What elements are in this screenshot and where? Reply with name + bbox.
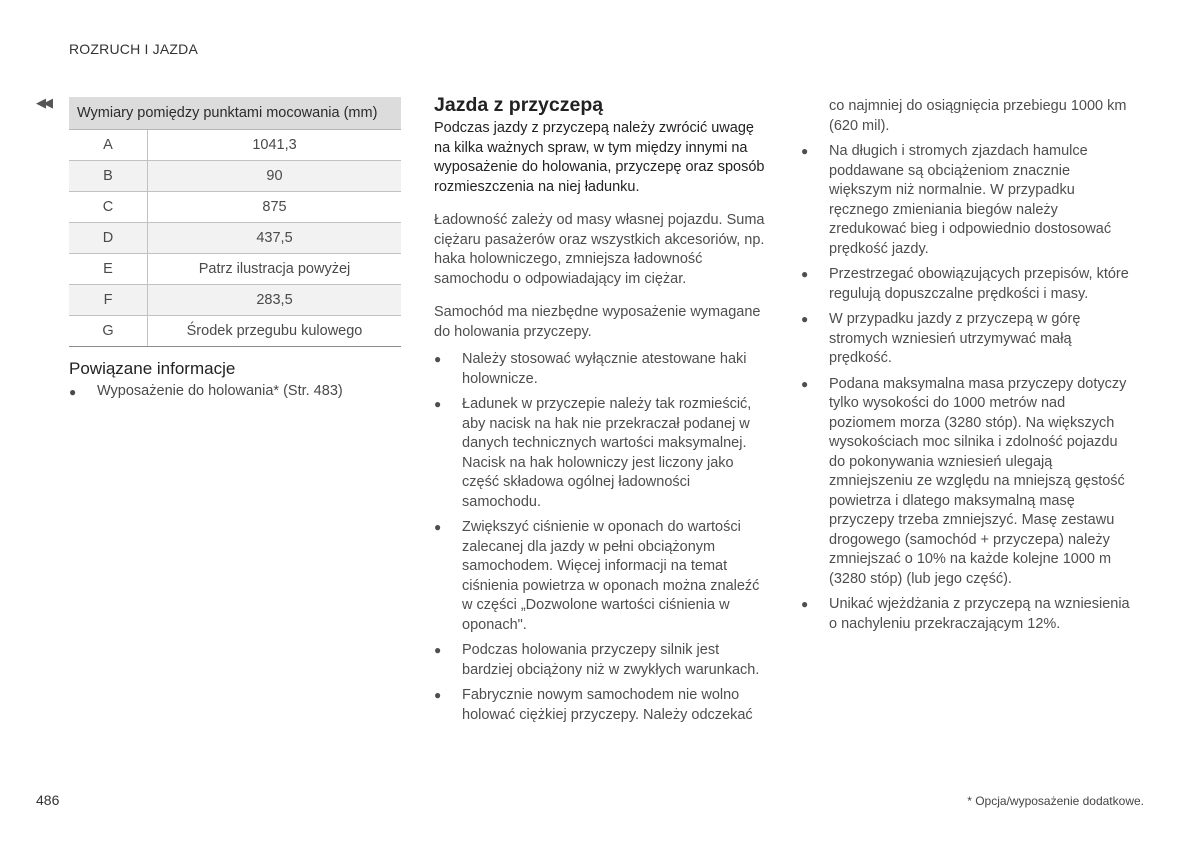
bullet-icon: ● <box>434 397 442 411</box>
table-header: Wymiary pomiędzy punktami mocowania (mm) <box>69 97 401 130</box>
row-value: 437,5 <box>148 223 402 254</box>
related-info-title: Powiązane informacje <box>69 359 236 378</box>
table-row <box>69 285 401 316</box>
table-row <box>69 161 401 192</box>
list-item-text: Na długich i stromych zjazdach hamulce poddawane są obciążeniom znacznie większym niż normalnie. W przypadku ręcznego zmieniania biegów należy zredukować bieg i odpowiednio dostosować prędkość jazdy. <box>829 143 1112 257</box>
list-item <box>434 395 770 512</box>
row-value: 90 <box>148 161 402 192</box>
table-row <box>69 254 401 285</box>
row-key: A <box>69 130 148 161</box>
section-header: ROZRUCH I JAZDA <box>69 41 198 57</box>
bullet-icon: ● <box>801 144 809 158</box>
middle-column <box>434 93 770 731</box>
row-key: G <box>69 316 148 347</box>
list-item-text: Należy stosować wyłącznie atestowane haki holownicze. <box>462 351 747 387</box>
list-item-text: Przestrzegać obowiązujących przepisów, które regulują dopuszczalne prędkości i masy. <box>829 266 1129 302</box>
row-value: 875 <box>148 192 402 223</box>
table-row <box>69 192 401 223</box>
bullet-icon: ● <box>69 385 77 399</box>
bullet-icon: ● <box>434 688 442 702</box>
table-row <box>69 316 401 347</box>
list-item-text: Zwiększyć ciśnienie w oponach do wartości zalecanej dla jazdy w pełni obciążonym samochodem. Więcej informacji na temat ciśnienia powietrza w oponach można znaleźć w części „Dozwolone wartości ciśnienia w oponach". <box>462 519 760 633</box>
bullet-icon: ● <box>801 376 809 391</box>
list-item-text: Unikać wjeżdżania z przyczepą na wzniesienia o nachyleniu przekraczającym 12%. <box>829 596 1130 632</box>
bullet-list <box>434 350 770 725</box>
row-key: E <box>69 254 148 285</box>
row-key: B <box>69 161 148 192</box>
article-lead: Podczas jazdy z przyczepą należy zwrócić uwagę na kilka ważnych spraw, w tym między innymi na wyposażenie do holowania, przyczepę oraz sposób rozmieszczenia na niej ładunku. <box>434 120 765 195</box>
list-item-text: Fabrycznie nowym samochodem nie wolno holować ciężkiej przyczepy. Należy odczekać <box>462 687 753 723</box>
list-item <box>434 350 770 389</box>
bullet-icon: ● <box>801 267 809 281</box>
list-item-text: W przypadku jazdy z przyczepą w górę stromych wzniesień utrzymywać małą prędkość. <box>829 311 1081 366</box>
row-value: Środek przegubu kulowego <box>148 316 402 347</box>
list-item-text: Podczas holowania przyczepy silnik jest bardziej obciążony niż w zwykłych warunkach. <box>462 642 760 678</box>
double-left-chevron-icon[interactable]: ◀◀ <box>36 95 50 110</box>
list-item <box>801 142 1135 259</box>
page-number: 486 <box>36 792 60 808</box>
list-item-continuation: co najmniej do osiągnięcia przebiegu 1000 km (620 mil). <box>829 98 1127 134</box>
table-row <box>69 223 401 254</box>
row-key: C <box>69 192 148 223</box>
left-column <box>69 97 401 399</box>
list-item <box>434 686 770 725</box>
row-value: 283,5 <box>148 285 402 316</box>
dimensions-table <box>69 97 401 347</box>
footnote: * Opcja/wyposażenie dodatkowe. <box>967 794 1144 808</box>
list-item <box>801 265 1135 304</box>
bullet-icon: ● <box>434 643 442 657</box>
list-item <box>434 641 770 680</box>
list-item-text: Ładunek w przyczepie należy tak rozmieścić, aby nacisk na hak nie przekraczał podanej w danych technicznych wartości maksymalnej. Nacisk na hak holowniczy jest liczony jako część składowa ogólnej ładowności samochodu. <box>462 396 752 510</box>
list-item-text: Podana maksymalna masa przyczepy dotyczy tylko wysokości do 1000 metrów nad poziomem morza (3280 stóp). Na większych wysokościach moc silnika i zdolność pojazdu do pokonywania wzniesień ulegają zmniejszeniu ze względu na mniejszą gęstość powietrza i dlatego maksymalną masę przyczepy trzeba zmniejszyć. Masę zestawu drogowego (samochód + przyczepa) należy zmniejszać o 10% na każde kolejne 1000 m (3280 stóp) (lub jego część). <box>829 375 1127 587</box>
list-item <box>801 375 1135 590</box>
list-item <box>801 595 1135 634</box>
row-value: 1041,3 <box>148 130 402 161</box>
list-item <box>434 518 770 635</box>
table-row <box>69 130 401 161</box>
bullet-icon: ● <box>801 312 809 326</box>
bullet-icon: ● <box>434 352 442 366</box>
bullet-icon: ● <box>434 520 442 534</box>
bullet-list <box>801 142 1135 634</box>
row-key: D <box>69 223 148 254</box>
row-key: F <box>69 285 148 316</box>
row-value: Patrz ilustracja powyżej <box>148 254 402 285</box>
related-link[interactable] <box>69 383 401 399</box>
list-item <box>801 310 1135 369</box>
paragraph: Samochód ma niezbędne wyposażenie wymagane do holowania przyczepy. <box>434 304 761 340</box>
paragraph: Ładowność zależy od masy własnej pojazdu. Suma ciężaru pasażerów oraz wszystkich akcesoriów, np. haka holowniczego, zmniejsza ładowność samochodu o odpowiadający im ciężar. <box>434 212 765 287</box>
right-column <box>801 97 1135 640</box>
article-title: Jazda z przyczepą <box>434 94 604 116</box>
bullet-icon: ● <box>801 597 809 611</box>
related-link-label[interactable]: Wyposażenie do holowania* (Str. 483) <box>97 383 343 399</box>
